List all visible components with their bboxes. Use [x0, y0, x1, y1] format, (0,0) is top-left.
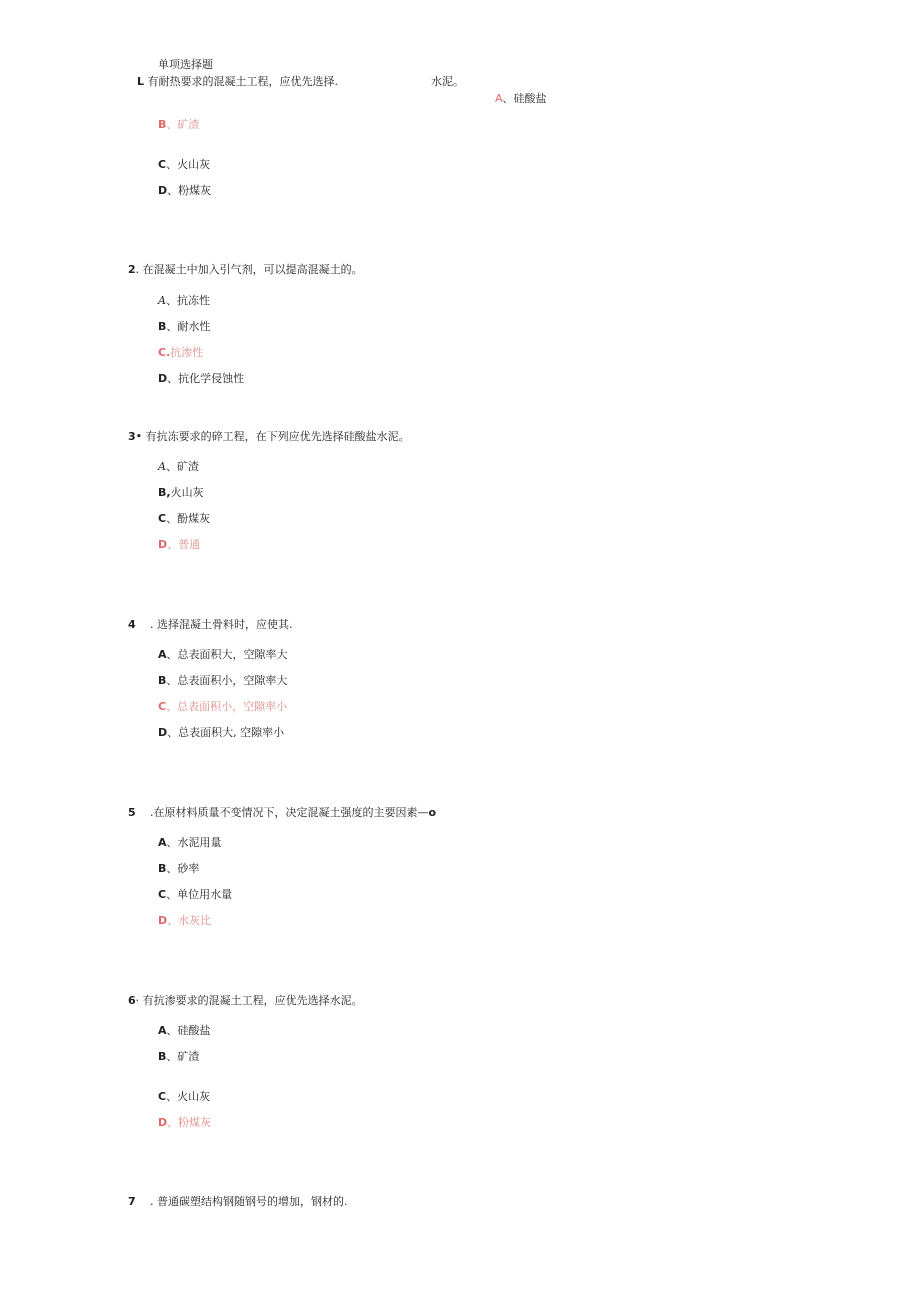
option-text: 、火山灰: [166, 1090, 211, 1103]
option-letter: D: [158, 726, 168, 739]
q2-option-a[interactable]: [158, 294, 210, 308]
q3-option-d-correct[interactable]: [158, 538, 200, 552]
option-text: 、砂率: [166, 862, 200, 875]
question-4-text: . 选择混凝土骨料时，应使其.: [150, 618, 293, 631]
option-letter: D: [158, 1116, 168, 1129]
option-text: 、矿渣: [165, 460, 199, 473]
option-letter: C.: [158, 346, 171, 359]
question-7-text: . 普通碳塑结构钢随钢号的增加，钢材的.: [150, 1195, 348, 1208]
question-number: 4: [128, 618, 136, 631]
q5-option-d-correct[interactable]: [158, 914, 211, 928]
option-text: 、矿渣: [166, 118, 200, 131]
option-text: 、粉煤灰: [167, 1116, 212, 1129]
option-text: 火山灰: [170, 486, 204, 499]
option-text: 、水泥用量: [166, 836, 222, 849]
q4-option-a[interactable]: [158, 648, 288, 662]
option-letter: D: [158, 538, 168, 551]
option-letter: B: [158, 1050, 167, 1063]
question-6: [128, 994, 363, 1008]
question-5: [128, 806, 136, 820]
question-number: 2: [128, 263, 136, 276]
option-letter: A: [495, 92, 503, 105]
option-letter: D: [158, 914, 168, 927]
option-letter: B: [158, 118, 167, 131]
question-number: 5: [128, 806, 136, 819]
q2-option-d[interactable]: [158, 372, 244, 386]
q1-option-a[interactable]: [495, 92, 547, 106]
q6-option-a[interactable]: [158, 1024, 211, 1038]
option-text: 、总表面积大, 空隙率小: [167, 726, 285, 739]
option-letter: C: [158, 700, 167, 713]
question-number: 7: [128, 1195, 136, 1208]
option-letter: A: [158, 1024, 167, 1037]
question-7: [128, 1195, 136, 1209]
q5-option-a[interactable]: [158, 836, 222, 850]
option-text: 、硅酸盐: [166, 1024, 211, 1037]
option-text: 、水灰比: [167, 914, 212, 927]
question-2: [128, 263, 363, 277]
option-letter: A: [158, 836, 167, 849]
q5-option-c[interactable]: [158, 888, 232, 902]
q4-option-d[interactable]: [158, 726, 284, 740]
q6-option-d-correct[interactable]: [158, 1116, 211, 1130]
q3-option-b[interactable]: [158, 486, 204, 500]
option-text: 、火山灰: [166, 158, 211, 171]
option-text: 、耐水性: [166, 320, 211, 333]
option-letter: A: [158, 460, 166, 473]
option-letter: A: [158, 648, 167, 661]
option-letter: B,: [158, 486, 171, 499]
question-1: [137, 75, 338, 89]
option-letter: B: [158, 320, 167, 333]
option-letter: D: [158, 184, 168, 197]
q1-option-c[interactable]: [158, 158, 210, 172]
option-text: 、总表面积小，空隙率大: [166, 674, 288, 687]
q1-option-b-correct[interactable]: [158, 118, 199, 132]
q6-option-b[interactable]: [158, 1050, 199, 1064]
question-tail: o: [428, 806, 437, 819]
option-letter: B: [158, 862, 167, 875]
question-4: [128, 618, 136, 632]
q6-option-c[interactable]: [158, 1090, 210, 1104]
q3-option-a[interactable]: [158, 460, 199, 474]
option-letter: D: [158, 372, 168, 385]
section-title: 单项选择题: [158, 58, 213, 71]
option-text: 、总表面积小，空隙率小: [166, 700, 288, 713]
option-text: 、酚煤灰: [166, 512, 211, 525]
q2-option-b[interactable]: [158, 320, 210, 334]
question-text: • 有抗冻要求的碎工程，在下列应优先选择硅酸盐水泥。: [135, 430, 410, 443]
q3-option-c[interactable]: [158, 512, 210, 526]
question-text: 有耐热要求的混凝土工程，应优先选择.: [147, 75, 339, 88]
option-text: 、普通: [167, 538, 201, 551]
question-text: · 有抗渗要求的混凝土工程，应优先选择水泥。: [135, 994, 363, 1007]
q1-option-d[interactable]: [158, 184, 211, 198]
q5-option-b[interactable]: [158, 862, 199, 876]
option-text: 、硅酸盐: [502, 92, 547, 105]
option-letter: C: [158, 888, 167, 901]
option-letter: C: [158, 158, 167, 171]
option-text: 、粉煤灰: [167, 184, 212, 197]
option-text: 、抗化学侵蚀性: [167, 372, 245, 385]
option-text: 、抗冻性: [165, 294, 210, 307]
question-number: 3: [128, 430, 136, 443]
question-number: 6: [128, 994, 136, 1007]
option-text: 、总表面积大，空隙率大: [166, 648, 288, 661]
question-5-text: [150, 806, 436, 820]
option-letter: B: [158, 674, 167, 687]
option-letter: C: [158, 512, 167, 525]
q4-option-c-correct[interactable]: [158, 700, 287, 714]
option-text: 、矿渣: [166, 1050, 200, 1063]
q4-option-b[interactable]: [158, 674, 287, 688]
question-text: .在原材料质量不变情况下，决定混凝土强度的主要因素—: [150, 806, 429, 819]
option-letter: A: [158, 294, 166, 307]
question-number: L: [137, 75, 145, 88]
option-text: 、单位用水量: [166, 888, 233, 901]
question-1-tail: 水泥。: [431, 75, 464, 88]
option-text: 抗渗性: [170, 346, 204, 359]
question-3: [128, 430, 410, 444]
question-text: . 在混凝土中加入引气剂，可以提高混凝土的。: [135, 263, 363, 276]
option-letter: C: [158, 1090, 167, 1103]
q2-option-c-correct[interactable]: [158, 346, 203, 360]
